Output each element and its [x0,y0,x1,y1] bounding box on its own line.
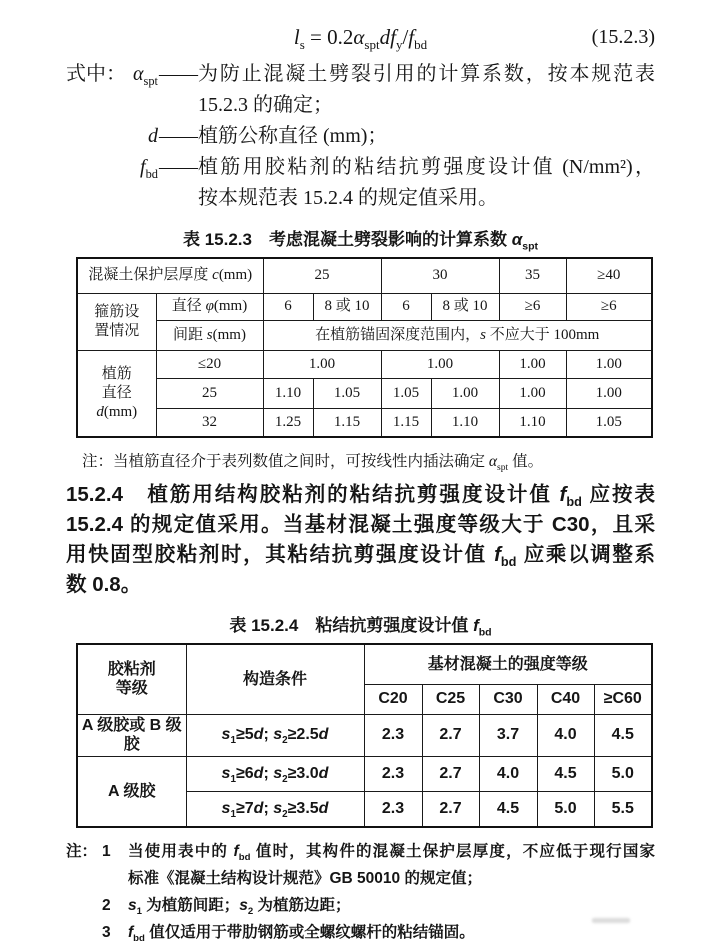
t2-grade-header: C40 [537,684,594,714]
t2-grade-header: C20 [364,684,422,714]
t1-cell: ≥6 [566,293,652,320]
definition-fbd [66,152,655,214]
table-15-2-4 [76,643,653,828]
t1-cell: 8 或 10 [313,293,381,320]
t1-cell: 30 [381,258,499,293]
table-row [77,756,652,791]
definition-body [198,152,655,214]
t2-cell: A 级胶 [77,756,186,827]
t1-cell: 1.00 [499,350,566,378]
definition-d [66,121,655,152]
definition-dash: —— [159,156,197,178]
notes-lead [66,919,102,946]
definition-body [198,121,655,152]
definition-body [198,59,655,121]
table-15-2-3-title: 表 15.2.3 考虑混凝土劈裂影响的计算系数 $\alpha_{spt}$ [182,230,539,253]
table-row [77,714,652,756]
t2-cell: 4.5 [479,791,537,827]
t2-condition-cell: $s_1\ge 7d$; $s_2\ge 3.5d$ [186,791,364,827]
table-row [77,320,652,350]
table-row [77,258,652,293]
t1-cell: 6 [381,293,431,320]
t1-cell: 25 [263,258,381,293]
t2-cell: 2.7 [422,756,479,791]
t2-condition-cell: $s_1\ge 5d$; $s_2\ge 2.5d$ [186,714,364,756]
t1-cell: 1.10 [431,408,499,437]
note-line: $s_1$ 为植筋间距；$s_2$ 为植筋边距； [128,897,351,918]
t1-stirrup-line: 箍筋设 [94,303,140,320]
t2-condition-cell: $s_1\ge 6d$; $s_2\ge 3.0d$ [186,756,364,791]
table-row [77,378,652,408]
table-15-2-4-notes [66,838,655,946]
t1-cell: 25 [156,378,263,408]
t2-grade-header: ≥C60 [594,684,652,714]
note-line: 标准《混凝土结构设计规范》GB 50010 的规定值； [128,870,482,887]
t2-grade-header: C30 [479,684,537,714]
definition-line: 为防止混凝土劈裂引用的计算系数，按本规范表 [198,63,655,85]
notes-lead: 注： [66,843,98,860]
note-line: $f_{bd}$ 值仅适用于带肋钢筋或全螺纹螺杆的粘结锚固。 [128,924,475,945]
t2-cell: 2.7 [422,791,479,827]
definition-term: d [148,125,158,147]
clause-line: 数 0.8。 [66,573,142,596]
symbol-definitions [66,59,655,214]
table-15-2-4-title: 表 15.2.4 粘结抗剪强度设计值 $f_{bd}$ [229,616,492,639]
t1-cell: 1.05 [566,408,652,437]
t2-cell: 4.5 [537,756,594,791]
t2-cell: 5.0 [594,756,652,791]
definition-lead: 式中： [66,63,126,85]
clause-line: 15.2.4 植筋用结构胶粘剂的粘结抗剪强度设计值 $f_{bd}$ 应按表 [66,483,655,510]
equation-number: (15.2.3) [591,26,655,48]
t1-cell: 1.00 [566,378,652,408]
t1-cell: 间距 s(mm) [156,320,263,350]
t2-cell: 4.5 [594,714,652,756]
notes-lead [66,892,102,919]
definition-lead [66,121,126,152]
t1-rebar-line: 植筋 [101,366,132,383]
t1-cell: 1.10 [263,378,313,408]
t1-cell: 直径 φ(mm) [156,293,263,320]
t1-cell: 1.15 [381,408,431,437]
note-number: 3 [102,924,111,941]
t2-cell: 5.0 [537,791,594,827]
t1-cell: ≤20 [156,350,263,378]
note-body [128,919,655,946]
t1-cell: 1.00 [566,350,652,378]
t2-condition-header: 构造条件 [186,644,364,714]
t1-cell: ≥40 [566,258,652,293]
definition-line: 植筋公称直径 (mm)； [198,125,388,147]
definition-line: 植筋用胶粘剂的粘结抗剪强度设计值 (N/mm²)， [198,156,655,178]
note-item [66,892,655,919]
definition-alpha-spt [66,59,655,121]
t1-cell: ≥6 [499,293,566,320]
definition-line: 按本规范表 15.2.4 的规定值采用。 [198,187,498,209]
definition-dash: —— [159,63,197,85]
t1-cover-label: 混凝土保护层厚度 c(mm) [77,258,263,293]
t1-cell: 1.00 [263,350,381,378]
t1-rebar-line: d(mm) [96,403,138,420]
t1-cell: 1.00 [499,378,566,408]
formula-expression: $l_s = 0.2\alpha_{spt}df_y/f_{bd}$ [293,25,428,53]
t1-cell: 1.25 [263,408,313,437]
t2-grade-header: C25 [422,684,479,714]
t1-rebar-line: 直径 [101,384,132,401]
note-item [66,919,655,946]
definition-lead [66,152,126,214]
table-row [77,644,652,684]
t2-cell: 2.3 [364,714,422,756]
t2-adhesive-line: 等级 [115,680,148,698]
definition-dash: —— [159,125,197,147]
t1-cell: 1.15 [313,408,381,437]
t2-cell: 3.7 [479,714,537,756]
t2-cell: A 级胶或 B 级胶 [77,714,186,756]
t2-cell: 5.5 [594,791,652,827]
formula-row [66,20,655,54]
t1-cell: 1.05 [381,378,431,408]
table-15-2-3-note: 注：当植筋直径介于表列数值之间时，可按线性内插法确定 $\alpha_{spt}$ 值。 [82,453,544,474]
page-content [66,20,655,946]
t1-cell: 1.00 [381,350,499,378]
t2-adhesive-line: 胶粘剂 [107,661,156,679]
t2-strength-group-header: 基材混凝土的强度等级 [364,644,652,684]
table-row [77,408,652,437]
definition-line: 15.2.3 的确定； [198,94,333,116]
table-row [77,293,652,320]
t1-spacing-value: 在植筋锚固深度范围内，s 不应大于 100mm [263,320,652,350]
table-row [77,350,652,378]
note-number: 2 [102,897,111,914]
t1-stirrup-line: 置情况 [94,322,140,339]
t2-cell: 2.7 [422,714,479,756]
t1-cell: 1.10 [499,408,566,437]
definition-term: $f_{bd}$ [140,156,158,181]
note-item [66,838,655,892]
note-number: 1 [102,843,111,860]
t2-cell: 4.0 [479,756,537,791]
clause-line: 用快固型胶粘剂时，其粘结抗剪强度设计值 $f_{bd}$ 应乘以调整系 [66,543,655,570]
note-line: 当使用表中的 $f_{bd}$ 值时，其构件的混凝土保护层厚度，不应低于现行国家 [128,843,655,864]
t1-cell: 8 或 10 [431,293,499,320]
definition-term: $\alpha_{spt}$ [133,63,158,88]
clause-15-2-4 [66,480,655,600]
note-body [128,892,655,919]
t1-rebar-label [77,350,156,437]
table-15-2-3 [76,257,653,438]
t2-cell: 4.0 [537,714,594,756]
t1-cell: 1.05 [313,378,381,408]
t2-cell: 2.3 [364,791,422,827]
page-number-smudge [592,918,630,923]
t1-stirrup-label [77,293,156,350]
t1-cell: 32 [156,408,263,437]
t2-cell: 2.3 [364,756,422,791]
clause-line: 15.2.4 的规定值采用。当基材混凝土强度等级大于 C30，且采 [66,513,655,536]
t1-cell: 6 [263,293,313,320]
note-body [128,838,655,892]
t1-cell: 35 [499,258,566,293]
t1-cell: 1.00 [431,378,499,408]
t2-adhesive-header [77,644,186,714]
